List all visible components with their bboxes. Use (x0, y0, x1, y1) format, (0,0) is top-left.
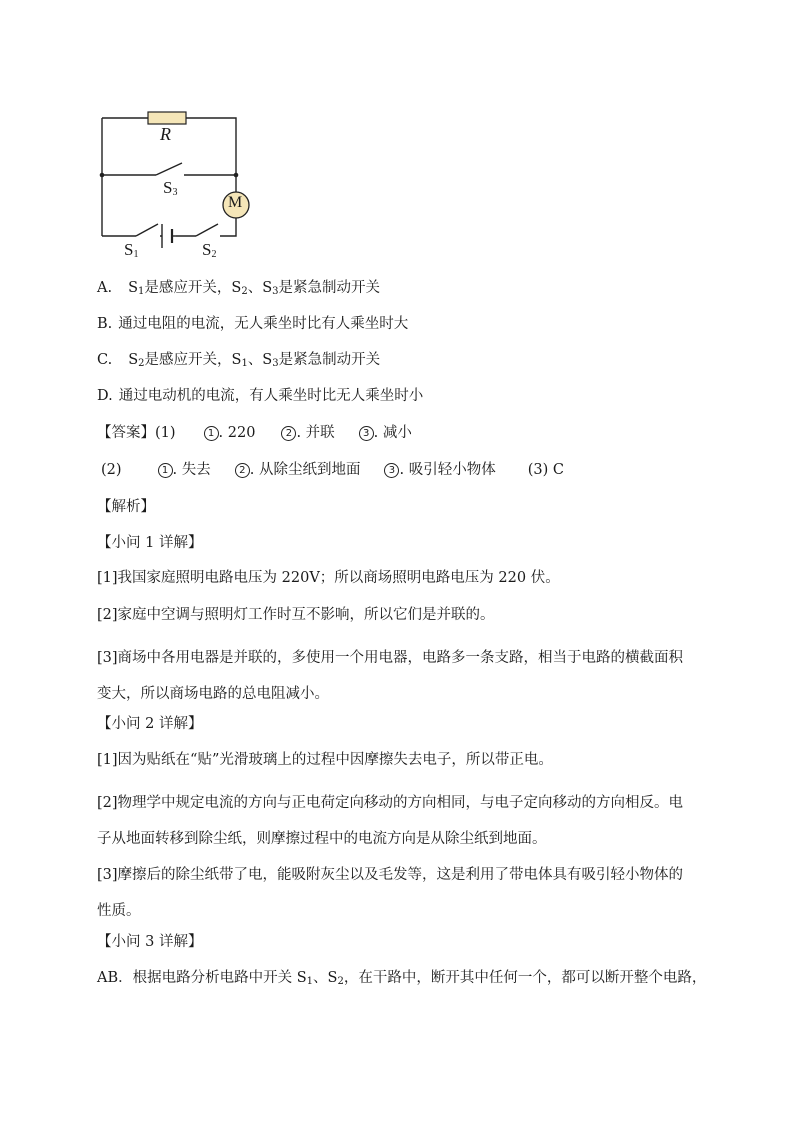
q2-line-1: [1]因为贴纸在“贴”光滑玻璃上的过程中因摩擦失去电子，所以带正电。 (97, 752, 553, 768)
q1-title: 【小问 1 详解】 (97, 535, 203, 551)
resistor-label: R (160, 124, 171, 144)
switch-s3-label: $S_3$ (163, 178, 178, 198)
option-c: C. $S_2$是感应开关，$S_1$、$S_3$是紧急制动开关 (97, 352, 381, 369)
q1-line-1: [1]我国家庭照明电路电压为 220V；所以商场照明电路电压为 220 伏。 (97, 570, 560, 586)
option-a: A. $S_1$是感应开关，$S_2$、$S_3$是紧急制动开关 (97, 280, 381, 297)
junction-dot (100, 173, 105, 178)
q1-line-2: [2]家庭中空调与照明灯工作时互不影响，所以它们是并联的。 (97, 607, 495, 623)
switch-s2-blade (196, 224, 218, 236)
q2-line-2: [2]物理学中规定电流的方向与正电荷定向移动的方向相同，与电子定向移动的方向相反。电子从地面转移到除尘纸，则摩擦过程中的电流方向是从除尘纸到地面。 (97, 795, 684, 847)
switch-s2-label: $S_2$ (202, 240, 217, 260)
q3-title: 【小问 3 详解】 (97, 934, 203, 950)
answer-heading: 【答案】 (97, 425, 155, 441)
q1-line-3: [3]商场中各用电器是并联的，多使用一个用电器，电路多一条支路，相当于电路的横截面积变大，所以商场电路的总电阻减小。 (97, 650, 684, 702)
answer-line-2: (2) 1 . 失去 2 . 从除尘纸到地面 3 . 吸引轻小物体 (3) C (101, 462, 564, 478)
answer-line-1: 【答案】(1) 1 . 220 2 . 并联 3 . 减小 (97, 425, 412, 441)
q3-line-1: AB．根据电路分析电路中开关 $S_1$、$S_2$，在干路中，断开其中任何一个，都可以断开整个电路， (97, 970, 707, 987)
resistor-symbol (148, 112, 186, 124)
analysis-heading: 【解析】 (97, 499, 155, 515)
q2-title: 【小问 2 详解】 (97, 716, 203, 732)
option-d: D. 通过电动机的电流，有人乘坐时比无人乘坐时小 (97, 388, 424, 404)
switch-s1-label: $S_1$ (124, 240, 139, 260)
motor-label: M (228, 194, 243, 211)
switch-s3-blade (156, 163, 182, 175)
option-b: B. 通过电阻的电流，无人乘坐时比有人乘坐时大 (97, 316, 409, 332)
switch-s1-blade (136, 224, 158, 236)
q2-line-3: [3]摩擦后的除尘纸带了电，能吸附灰尘以及毛发等，这是利用了带电体具有吸引轻小物体的性质。 (97, 867, 684, 919)
junction-dot (234, 173, 239, 178)
